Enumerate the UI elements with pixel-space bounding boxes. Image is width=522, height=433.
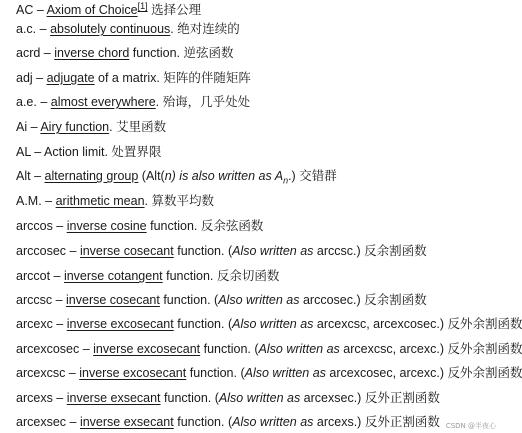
paren: ( bbox=[254, 342, 259, 356]
term-link[interactable]: inverse cosecant bbox=[66, 293, 160, 307]
chinese-translation: 反余割函数 bbox=[360, 293, 427, 307]
term-link[interactable]: arithmetic mean bbox=[55, 194, 145, 208]
term-link[interactable]: inverse cotangent bbox=[63, 269, 163, 283]
description: Action limit. bbox=[44, 145, 108, 159]
list-item bbox=[16, 268, 279, 284]
also-written-as: Also written as bbox=[218, 293, 300, 307]
chinese-translation: 处置界限 bbox=[107, 145, 162, 159]
list-item bbox=[16, 316, 522, 332]
term-link[interactable]: inverse excosecant bbox=[79, 366, 187, 380]
description: function. bbox=[129, 46, 181, 60]
description: function. bbox=[173, 244, 228, 258]
term: arccos bbox=[16, 219, 53, 233]
list-item bbox=[16, 94, 250, 110]
footnote-link[interactable]: [1] bbox=[137, 1, 148, 11]
list-item bbox=[16, 414, 440, 430]
term: Ai bbox=[16, 120, 28, 134]
term: A.M. bbox=[16, 194, 42, 208]
chinese-translation: 选择公理 bbox=[147, 3, 202, 18]
chinese-translation: 反外正割函数 bbox=[361, 391, 440, 405]
list-item bbox=[16, 119, 166, 135]
chinese-translation: 殆诲，几乎处处 bbox=[159, 95, 251, 109]
term: AL bbox=[16, 145, 31, 159]
chinese-translation: 反外余割函数 bbox=[444, 342, 522, 356]
chinese-translation: 艾里函数 bbox=[112, 120, 167, 134]
chinese-translation: 矩阵的伴随矩阵 bbox=[159, 71, 251, 85]
alias: arcexcsc, arcexc.) bbox=[339, 342, 444, 356]
list-item bbox=[16, 144, 161, 160]
list-item bbox=[16, 218, 263, 234]
separator: – bbox=[41, 194, 56, 208]
term: arcexcosec bbox=[16, 342, 80, 356]
also-written-as: Also written as bbox=[258, 342, 340, 356]
list-item bbox=[16, 243, 427, 259]
chinese-translation: 绝对连续的 bbox=[173, 22, 240, 36]
alias: arccosec.) bbox=[299, 293, 361, 307]
list-item bbox=[16, 0, 201, 18]
description: function. bbox=[173, 317, 228, 331]
term: arcexcsc bbox=[16, 366, 66, 380]
description: function. bbox=[160, 391, 215, 405]
term-link[interactable]: inverse excosecant bbox=[66, 317, 174, 331]
description: of a matrix. bbox=[94, 71, 160, 85]
description: . bbox=[144, 194, 149, 208]
chinese-translation: 交错群 bbox=[295, 169, 337, 183]
separator: – bbox=[40, 46, 55, 60]
term-link[interactable]: Airy function bbox=[40, 120, 110, 134]
term-link[interactable]: inverse exsecant bbox=[79, 415, 174, 429]
term: a.c. bbox=[16, 22, 37, 36]
watermark: CSDN @半夜心 bbox=[445, 422, 496, 430]
term: arcexc bbox=[16, 317, 53, 331]
chinese-translation: 算数平均数 bbox=[148, 194, 215, 208]
chinese-translation: 反外余割函数 bbox=[444, 317, 522, 331]
term-link[interactable]: absolutely continuous bbox=[50, 22, 171, 36]
list-item bbox=[16, 168, 337, 189]
paren: ( bbox=[227, 317, 233, 331]
description: function. bbox=[200, 342, 255, 356]
term: arccosec bbox=[16, 244, 67, 258]
paren: ( bbox=[214, 391, 219, 405]
separator: – bbox=[66, 415, 80, 429]
term: adj bbox=[16, 71, 33, 85]
description: function. bbox=[162, 269, 214, 283]
term: arccsc bbox=[16, 293, 53, 307]
alias: arcexsec.) bbox=[300, 391, 362, 405]
description: function. bbox=[186, 366, 241, 380]
term-link[interactable]: inverse excosecant bbox=[93, 342, 201, 356]
list-item bbox=[16, 70, 251, 86]
chinese-translation: 反余切函数 bbox=[213, 269, 280, 283]
description: .) bbox=[288, 169, 296, 183]
subscript: n bbox=[283, 175, 289, 186]
also-written-as: Also written as bbox=[232, 317, 314, 331]
separator: – bbox=[52, 317, 67, 331]
separator: – bbox=[36, 95, 51, 109]
list-item bbox=[16, 45, 234, 61]
term-link[interactable]: inverse cosine bbox=[66, 219, 147, 233]
chinese-translation: 反外正割函数 bbox=[361, 415, 440, 429]
also-written-as: Also written as bbox=[244, 366, 326, 380]
separator: – bbox=[36, 22, 51, 36]
term-link[interactable]: inverse cosecant bbox=[79, 244, 174, 258]
description: . bbox=[109, 120, 113, 134]
paren: ( bbox=[227, 415, 233, 429]
description: . bbox=[170, 22, 174, 36]
separator: – bbox=[66, 244, 80, 258]
chinese-translation: 反余弦函数 bbox=[197, 219, 264, 233]
separator: – bbox=[52, 293, 67, 307]
term: arcexsec bbox=[16, 415, 67, 429]
term: arcexs bbox=[16, 391, 53, 405]
separator: – bbox=[30, 145, 45, 159]
term: a.e. bbox=[16, 95, 37, 109]
separator: – bbox=[65, 366, 80, 380]
alias: arcexcsc, arcexcosec.) bbox=[313, 317, 444, 331]
description-note: ) is also written as A bbox=[171, 169, 284, 183]
term-link[interactable]: Axiom of Choice bbox=[46, 3, 138, 18]
separator: – bbox=[32, 71, 47, 85]
alias: arcexs.) bbox=[313, 415, 362, 429]
separator: – bbox=[79, 342, 94, 356]
separator: – bbox=[33, 3, 47, 18]
term-link[interactable]: inverse exsecant bbox=[66, 391, 161, 405]
list-item bbox=[16, 292, 427, 308]
list-item bbox=[16, 193, 214, 209]
paren: ( bbox=[240, 366, 245, 380]
term: arccot bbox=[16, 269, 51, 283]
description: function. bbox=[173, 415, 228, 429]
description: function. bbox=[159, 293, 215, 307]
list-item bbox=[16, 390, 440, 406]
also-written-as: Also written as bbox=[218, 391, 301, 405]
separator: – bbox=[50, 269, 64, 283]
description: function. bbox=[146, 219, 198, 233]
list-item bbox=[16, 365, 522, 381]
description: (Alt( bbox=[138, 169, 165, 183]
paren: ( bbox=[227, 244, 233, 258]
term-link[interactable]: adjugate bbox=[46, 71, 95, 85]
term-link[interactable]: alternating group bbox=[44, 169, 139, 183]
chinese-translation: 反外余割函数 bbox=[444, 366, 522, 380]
term: acrd bbox=[16, 46, 41, 60]
also-written-as: Also written as bbox=[232, 415, 314, 429]
list-item bbox=[16, 21, 240, 37]
alias: arcexcosec, arcexc.) bbox=[325, 366, 444, 380]
separator: – bbox=[52, 391, 67, 405]
separator: – bbox=[30, 169, 45, 183]
alias: arccsc.) bbox=[313, 244, 361, 258]
variable: n bbox=[164, 169, 172, 183]
paren: ( bbox=[214, 293, 219, 307]
also-written-as: Also written as bbox=[232, 244, 314, 258]
term: Alt bbox=[16, 169, 31, 183]
term-link[interactable]: almost everywhere bbox=[50, 95, 156, 109]
list-item bbox=[16, 341, 522, 357]
term-link[interactable]: inverse chord bbox=[54, 46, 130, 60]
chinese-translation: 逆弦函数 bbox=[180, 46, 234, 60]
separator: – bbox=[52, 219, 67, 233]
description: . bbox=[155, 95, 160, 109]
separator: – bbox=[27, 120, 41, 134]
chinese-translation: 反余割函数 bbox=[360, 244, 427, 258]
term: AC bbox=[16, 3, 34, 18]
